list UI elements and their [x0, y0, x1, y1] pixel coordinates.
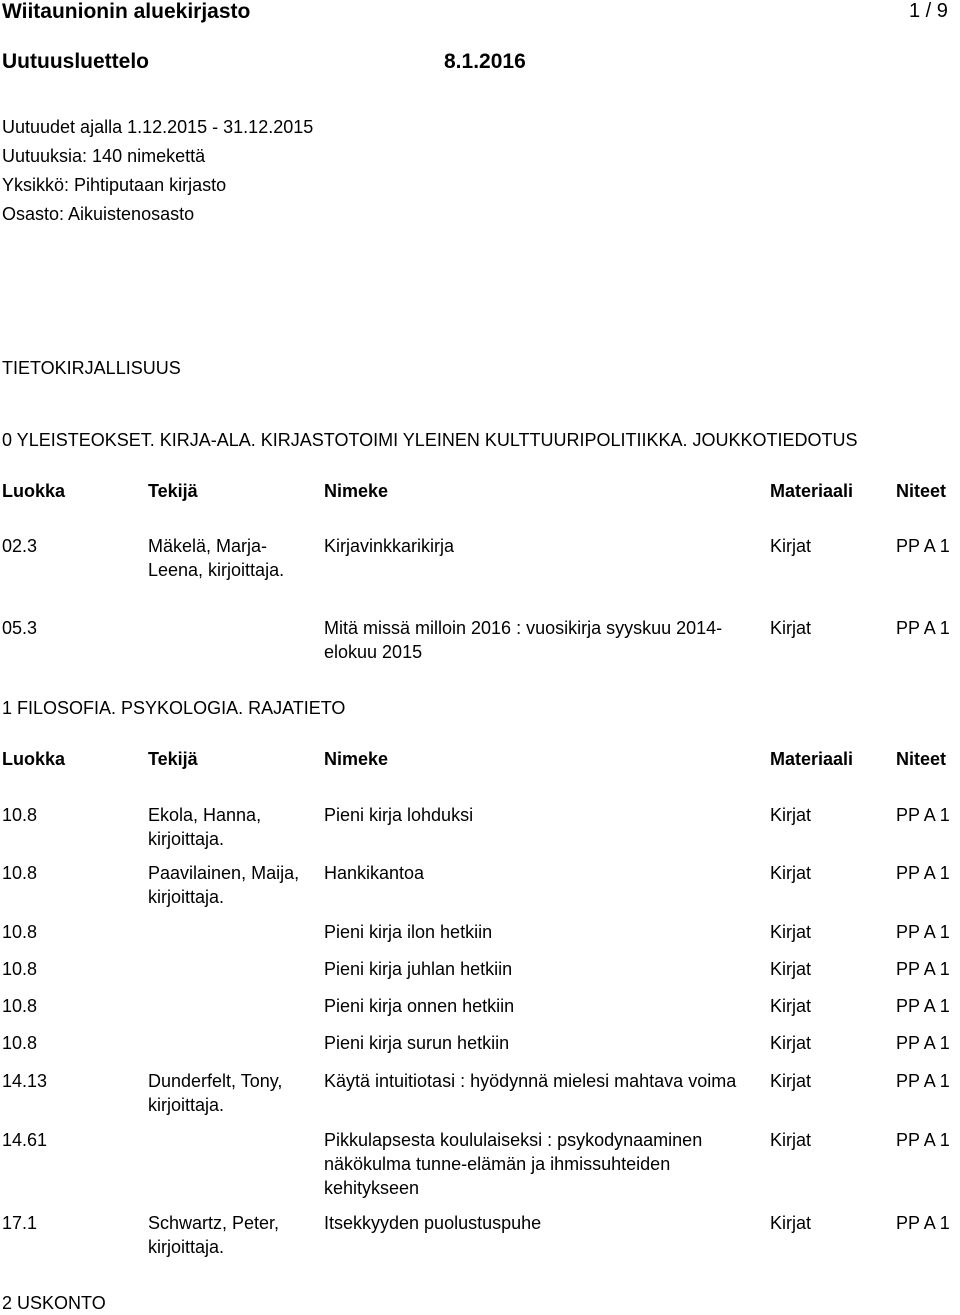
- cell-luokka: 10.8: [2, 1033, 38, 1053]
- cell-luokka: 10.8: [2, 996, 38, 1016]
- cell-materiaali: Kirjat: [770, 618, 812, 638]
- library-name: Wiitaunionin aluekirjasto: [2, 0, 251, 23]
- section-heading: 2 USKONTO: [2, 1293, 106, 1313]
- cell-materiaali: Kirjat: [770, 959, 812, 979]
- col-niteet: Niteet: [896, 481, 947, 501]
- cell-niteet: PP A 1: [896, 618, 950, 638]
- cell-nimeke: Pieni kirja juhlan hetkiin: [324, 959, 513, 979]
- col-niteet: Niteet: [896, 749, 947, 769]
- cell-luokka: 14.13: [2, 1071, 48, 1091]
- cell-materiaali: Kirjat: [770, 996, 812, 1016]
- meta-unit: Yksikkö: Pihtiputaan kirjasto: [2, 175, 227, 195]
- cell-materiaali: Kirjat: [770, 922, 812, 942]
- cell-nimeke: Hankikantoa: [324, 863, 425, 883]
- col-tekija: Tekijä: [148, 481, 198, 501]
- cell-nimeke: Pieni kirja ilon hetkiin: [324, 922, 493, 942]
- section-heading: 0 YLEISTEOKSET. KIRJA-ALA. KIRJASTOTOIMI YLEINEN KULTTUURIPOLITIIKKA. JOUKKOTIEDOTUS: [2, 430, 858, 450]
- cell-materiaali: Kirjat: [770, 1071, 812, 1091]
- cell-tekija: Paavilainen, Maija, kirjoittaja.: [148, 863, 300, 907]
- cell-materiaali: Kirjat: [770, 1213, 812, 1233]
- cell-luokka: 17.1: [2, 1213, 38, 1233]
- cell-materiaali: Kirjat: [770, 863, 812, 883]
- cell-materiaali: Kirjat: [770, 1033, 812, 1053]
- cell-tekija: Mäkelä, Marja-Leena, kirjoittaja.: [148, 536, 285, 580]
- cell-nimeke: Itsekkyyden puolustuspuhe: [324, 1213, 542, 1233]
- cell-luokka: 10.8: [2, 959, 38, 979]
- cell-niteet: PP A 1: [896, 863, 950, 883]
- cell-luokka: 10.8: [2, 922, 38, 942]
- cell-materiaali: Kirjat: [770, 805, 812, 825]
- section-heading: 1 FILOSOFIA. PSYKOLOGIA. RAJATIETO: [2, 698, 346, 718]
- cell-tekija: Schwartz, Peter, kirjoittaja.: [148, 1213, 280, 1257]
- cell-niteet: PP A 1: [896, 1130, 950, 1150]
- cell-luokka: 02.3: [2, 536, 38, 556]
- cell-nimeke: Pieni kirja surun hetkiin: [324, 1033, 510, 1053]
- cell-niteet: PP A 1: [896, 805, 950, 825]
- cell-niteet: PP A 1: [896, 1071, 950, 1091]
- cell-nimeke: Mitä missä milloin 2016 : vuosikirja syyskuu 2014-elokuu 2015: [324, 618, 723, 662]
- col-nimeke: Nimeke: [324, 749, 389, 769]
- cell-niteet: PP A 1: [896, 922, 950, 942]
- category-heading: TIETOKIRJALLISUUS: [2, 358, 181, 378]
- meta-department: Osasto: Aikuistenosasto: [2, 204, 195, 224]
- col-materiaali: Materiaali: [770, 481, 854, 501]
- cell-niteet: PP A 1: [896, 536, 950, 556]
- col-materiaali: Materiaali: [770, 749, 854, 769]
- cell-tekija: Dunderfelt, Tony, kirjoittaja.: [148, 1071, 283, 1115]
- cell-luokka: 05.3: [2, 618, 38, 638]
- cell-nimeke: Pikkulapsesta koululaiseksi : psykodynaaminen näkökulma tunne-elämän ja ihmissuhteiden kehitykseen: [324, 1130, 703, 1198]
- list-date: 8.1.2016: [444, 50, 526, 73]
- cell-niteet: PP A 1: [896, 959, 950, 979]
- cell-materiaali: Kirjat: [770, 1130, 812, 1150]
- cell-niteet: PP A 1: [896, 996, 950, 1016]
- cell-nimeke: Pieni kirja lohduksi: [324, 805, 474, 825]
- list-title: Uutuusluettelo: [2, 50, 149, 73]
- col-tekija: Tekijä: [148, 749, 198, 769]
- col-luokka: Luokka: [2, 481, 66, 501]
- meta-period: Uutuudet ajalla 1.12.2015 - 31.12.2015: [2, 117, 314, 137]
- cell-tekija: Ekola, Hanna, kirjoittaja.: [148, 805, 262, 849]
- cell-nimeke: Pieni kirja onnen hetkiin: [324, 996, 515, 1016]
- cell-luokka: 10.8: [2, 805, 38, 825]
- cell-nimeke: Käytä intuitiotasi : hyödynnä mielesi mahtava voima: [324, 1071, 737, 1091]
- cell-niteet: PP A 1: [896, 1033, 950, 1053]
- cell-materiaali: Kirjat: [770, 536, 812, 556]
- cell-niteet: PP A 1: [896, 1213, 950, 1233]
- cell-luokka: 14.61: [2, 1130, 48, 1150]
- col-luokka: Luokka: [2, 749, 66, 769]
- cell-nimeke: Kirjavinkkarikirja: [324, 536, 455, 556]
- page-number: 1 / 9: [909, 0, 948, 22]
- meta-count: Uutuuksia: 140 nimekettä: [2, 146, 206, 166]
- cell-luokka: 10.8: [2, 863, 38, 883]
- col-nimeke: Nimeke: [324, 481, 389, 501]
